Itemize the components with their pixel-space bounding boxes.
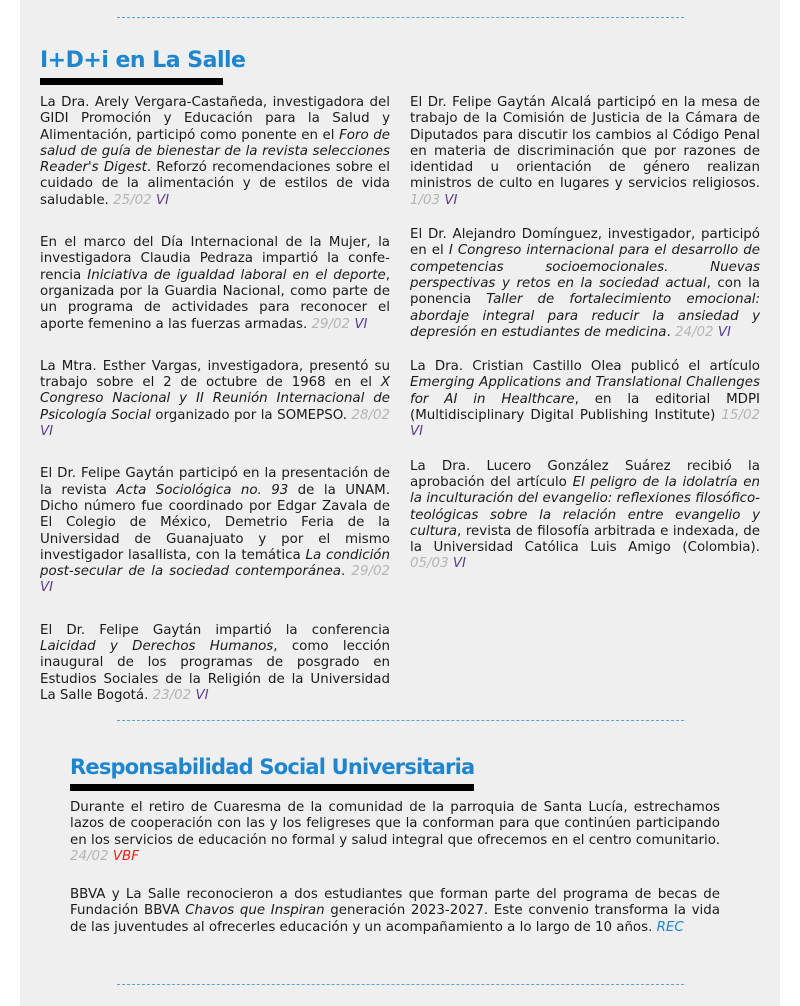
news-text: La Mtra. Esther Vargas, investigadora, presentó su trabajo sobre el 2 de octubre de 1968 en el <box>40 358 390 391</box>
news-item <box>40 235 390 333</box>
news-text: , con la ponencia <box>410 275 760 308</box>
author-tag: VI <box>354 316 368 332</box>
news-text: . <box>341 564 352 580</box>
news-text: En el marco del Día Internacional de la Mujer, la investigadora Claudia Pedraza impartió la conferencia <box>40 235 390 283</box>
news-item <box>70 887 720 936</box>
heading-underline-rsu <box>70 784 474 791</box>
section-divider-middle <box>117 720 684 721</box>
news-item <box>40 359 390 440</box>
news-item <box>70 800 720 865</box>
news-text: La Dra. Lucero González Suárez recibió la aprobación del artículo <box>410 458 760 490</box>
news-text: . Reforzó recomendaciones sobre el cuidado de la alimentación y de estilos de vida saludable. <box>40 160 390 208</box>
author-tag: VI <box>155 192 170 208</box>
italic-title: Taller de fortalecimiento emocional: abordaje integral para reducir la ansiedad y depresión en estudiantes de medicina <box>410 292 761 340</box>
italic-title: I Congreso internacional para el desarrollo de competencias socioemocionales. Nuevas perspectivas y retos en la sociedad actual <box>410 243 760 291</box>
news-text: , revista de filosofía arbitrada e indexada, de la Universidad Católica Luis Amigo (Colombia). <box>410 523 760 556</box>
author-tag: VI <box>410 424 424 440</box>
news-text: , organizada por la Guardia Nacional, como parte de un programa de actividades para reconocer el aporte femenino a las fuerzas armadas. <box>40 267 390 332</box>
news-text: organizado por la SOMEPSO. <box>150 407 352 423</box>
news-date: 23/02 <box>152 687 192 703</box>
author-tag: VI <box>717 324 731 340</box>
news-text: El Dr. Felipe Gaytán Alcalá participó en la mesa de trabajo de la Comisión de Justicia de la Cámara de Diputados para discutir los cambios al Código Penal en materia de discriminación que por razones de identidad u orientación de género realizan ministros de culto en lugares y servicios religiosos. <box>410 95 760 192</box>
news-date: 29/02 <box>351 564 391 580</box>
heading-underline-idi <box>40 78 223 85</box>
section-heading-idi: I+D+i en La Salle <box>40 48 246 73</box>
news-text: de la UNAM. Dicho número fue coordinado por Edgar Zavala de El Colegio de México, Demetrio Feria de la Universidad de Guanajuato y por el mismo investigador lasallista, con la temática <box>40 482 390 563</box>
section-heading-rsu: Responsabilidad Social Universitaria <box>70 755 475 779</box>
author-tag: VI <box>40 580 54 596</box>
news-date: 15/02 <box>721 408 760 424</box>
italic-title: Emerging Applications and Translational Challenges for AI in Healthcare <box>410 375 760 407</box>
news-text: , como lección inaugural de los programas de posgrado en Estudios Sociales de la Religión de la Universidad La Salle Bogotá. <box>40 639 390 703</box>
author-tag: VBF <box>112 848 139 864</box>
author-tag: VI <box>195 687 209 703</box>
news-item <box>40 95 390 209</box>
italic-title: Iniciativa de igualdad laboral en el deporte <box>87 267 386 283</box>
news-date: 28/02 <box>351 407 391 423</box>
news-item <box>40 623 390 704</box>
italic-title: La condición post-secular de la sociedad contemporánea <box>40 547 390 580</box>
news-item <box>410 359 760 440</box>
news-date: 24/02 <box>674 324 714 340</box>
news-item <box>40 466 390 596</box>
italic-title: X Congreso Nacional y II Reunión Internacional de Psicología Social <box>40 375 390 423</box>
news-item <box>410 95 760 209</box>
idi-left-column <box>40 95 390 730</box>
rsu-body <box>70 800 720 958</box>
italic-title: Chavos que Inspiran <box>185 903 325 919</box>
news-text: . <box>666 324 675 340</box>
section-divider-bottom <box>117 984 684 985</box>
news-text: , en la editorial MDPI (Multidisciplinary Digital Publishing Institute) <box>410 391 760 424</box>
news-date: 1/03 <box>410 192 441 208</box>
news-date: 05/03 <box>410 556 449 572</box>
news-item <box>410 459 760 573</box>
news-text: El Dr. Felipe Gaytán participó en la presentación de la revista <box>40 466 390 498</box>
news-text: El Dr. Alejandro Domínguez, investigador, participó en el <box>410 227 760 259</box>
italic-title: Laicidad y Derechos Humanos <box>40 639 274 655</box>
author-tag: VI <box>40 424 54 440</box>
news-text: Durante el retiro de Cuaresma de la comunidad de la parroquia de Santa Lucía, estrechamos lazos de cooperación con las y los feligreses que la conforman para que continúen participando en los servicios de educación no formal y salud integral que ofrecemos en el centro comunitario. <box>70 800 720 848</box>
idi-right-column <box>410 95 760 591</box>
italic-title: Acta Sociológica no. 93 <box>116 482 289 498</box>
news-text: BBVA y La Salle reconocieron a dos estudiantes que forman parte del programa de becas de Fundación BBVA <box>70 887 720 919</box>
news-text: El Dr. Felipe Gaytán impartió la conferencia <box>40 622 390 638</box>
news-date: 29/02 <box>311 316 351 332</box>
news-item <box>410 227 760 341</box>
news-text: generación 2023-2027. Este convenio transforma la vida de las juventudes al ofrecerles educación y un acompañamiento a lo largo de 10 años. <box>70 903 720 935</box>
news-text: La Dra. Cristian Castillo Olea publicó el artículo <box>410 359 760 375</box>
section-divider-top <box>117 17 684 18</box>
author-tag: VI <box>452 556 466 572</box>
author-tag: REC <box>656 919 684 935</box>
news-text: La Dra. Arely Vergara-Castañeda, investigadora del GIDI Promoción y Educación para la Salud y Alimentación, participó como ponente en el <box>40 95 390 143</box>
news-date: 24/02 <box>70 848 109 864</box>
italic-title: El peligro de la idolatría en la inculturación del evangelio: reflexiones filosófico-teológicas sobre la relación entre evangelio y cultura <box>410 474 760 539</box>
italic-title: Foro de salud de guía de bienestar de la revista selecciones Reader's Digest <box>40 127 390 176</box>
news-date: 25/02 <box>113 192 152 208</box>
author-tag: VI <box>444 192 458 208</box>
